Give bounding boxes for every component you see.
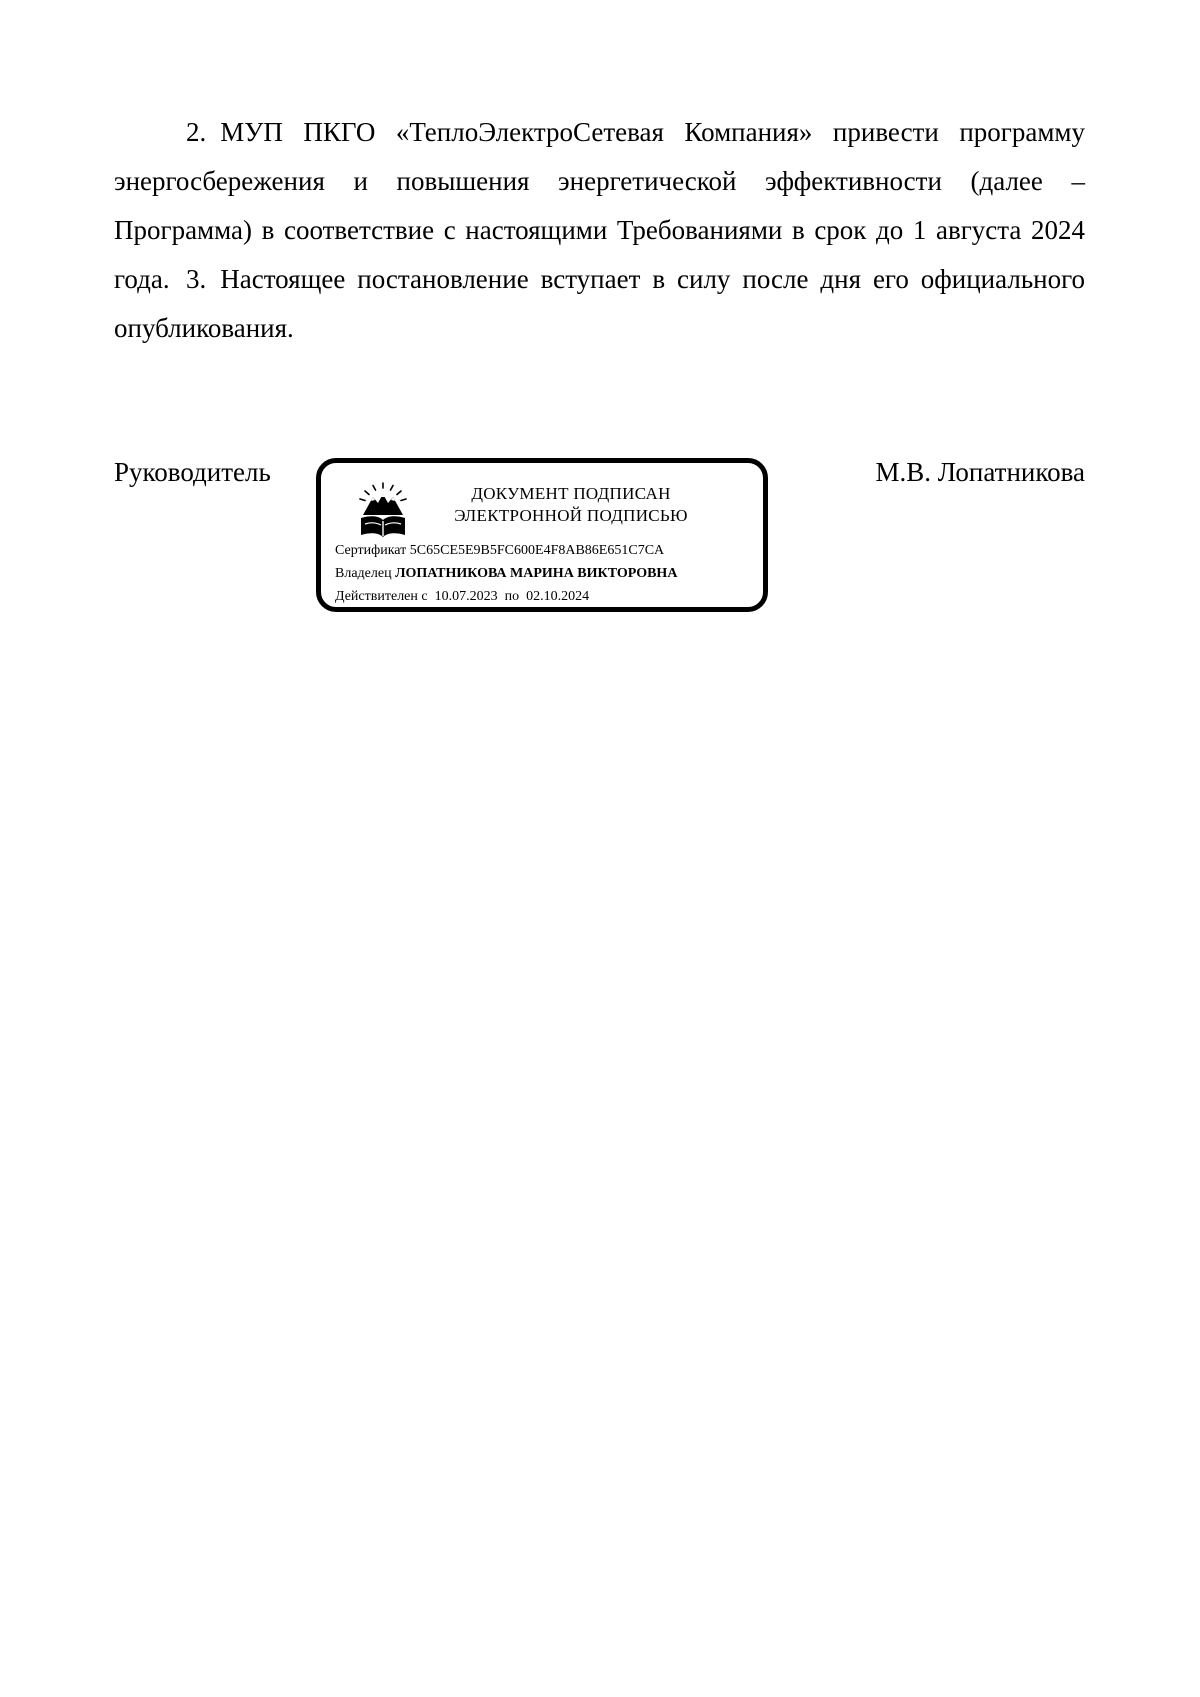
signatory-name: М.В. Лопатникова	[875, 457, 1085, 487]
paragraph-number: 2.	[186, 117, 207, 147]
certificate-label: Сертификат	[335, 543, 407, 558]
paragraph-text: Настоящее постановление вступает в силу после дня его официального опубликования.	[114, 264, 1085, 343]
owner-label: Владелец	[335, 566, 392, 581]
stamp-heading-line-2: ЭЛЕКТРОННОЙ ПОДПИСЬЮ	[454, 506, 688, 525]
paragraph-3	[114, 255, 1085, 353]
stamp-heading	[421, 483, 721, 527]
certificate-value: 5C65CE5E9B5FC600E4F8AB86E651C7CA	[409, 543, 665, 558]
paragraph-text: МУП ПКГО «ТеплоЭлектроСетевая Компания» привести программу энергосбережения и повышения энергетической эффективности (далее – Программа) в соответствие с настоящими Требованиями в срок до 1 августа 2024 года.	[114, 117, 1085, 294]
valid-from-date: 10.07.2023	[434, 589, 498, 604]
owner-value: ЛОПАТНИКОВА МАРИНА ВИКТОРОВНА	[395, 566, 678, 581]
signatory-position: Руководитель	[114, 457, 271, 487]
electronic-signature-stamp	[316, 458, 768, 612]
owner-line	[335, 564, 677, 584]
validity-line	[335, 587, 589, 607]
valid-to-label: по	[504, 589, 520, 604]
valid-from-label: Действителен с	[335, 589, 428, 604]
stamp-heading-line-1: ДОКУМЕНТ ПОДПИСАН	[471, 484, 671, 503]
paragraph-number: 3.	[186, 264, 207, 294]
coat-of-arms-icon	[357, 481, 409, 539]
valid-to-date: 02.10.2024	[526, 589, 590, 604]
certificate-line	[335, 541, 664, 561]
